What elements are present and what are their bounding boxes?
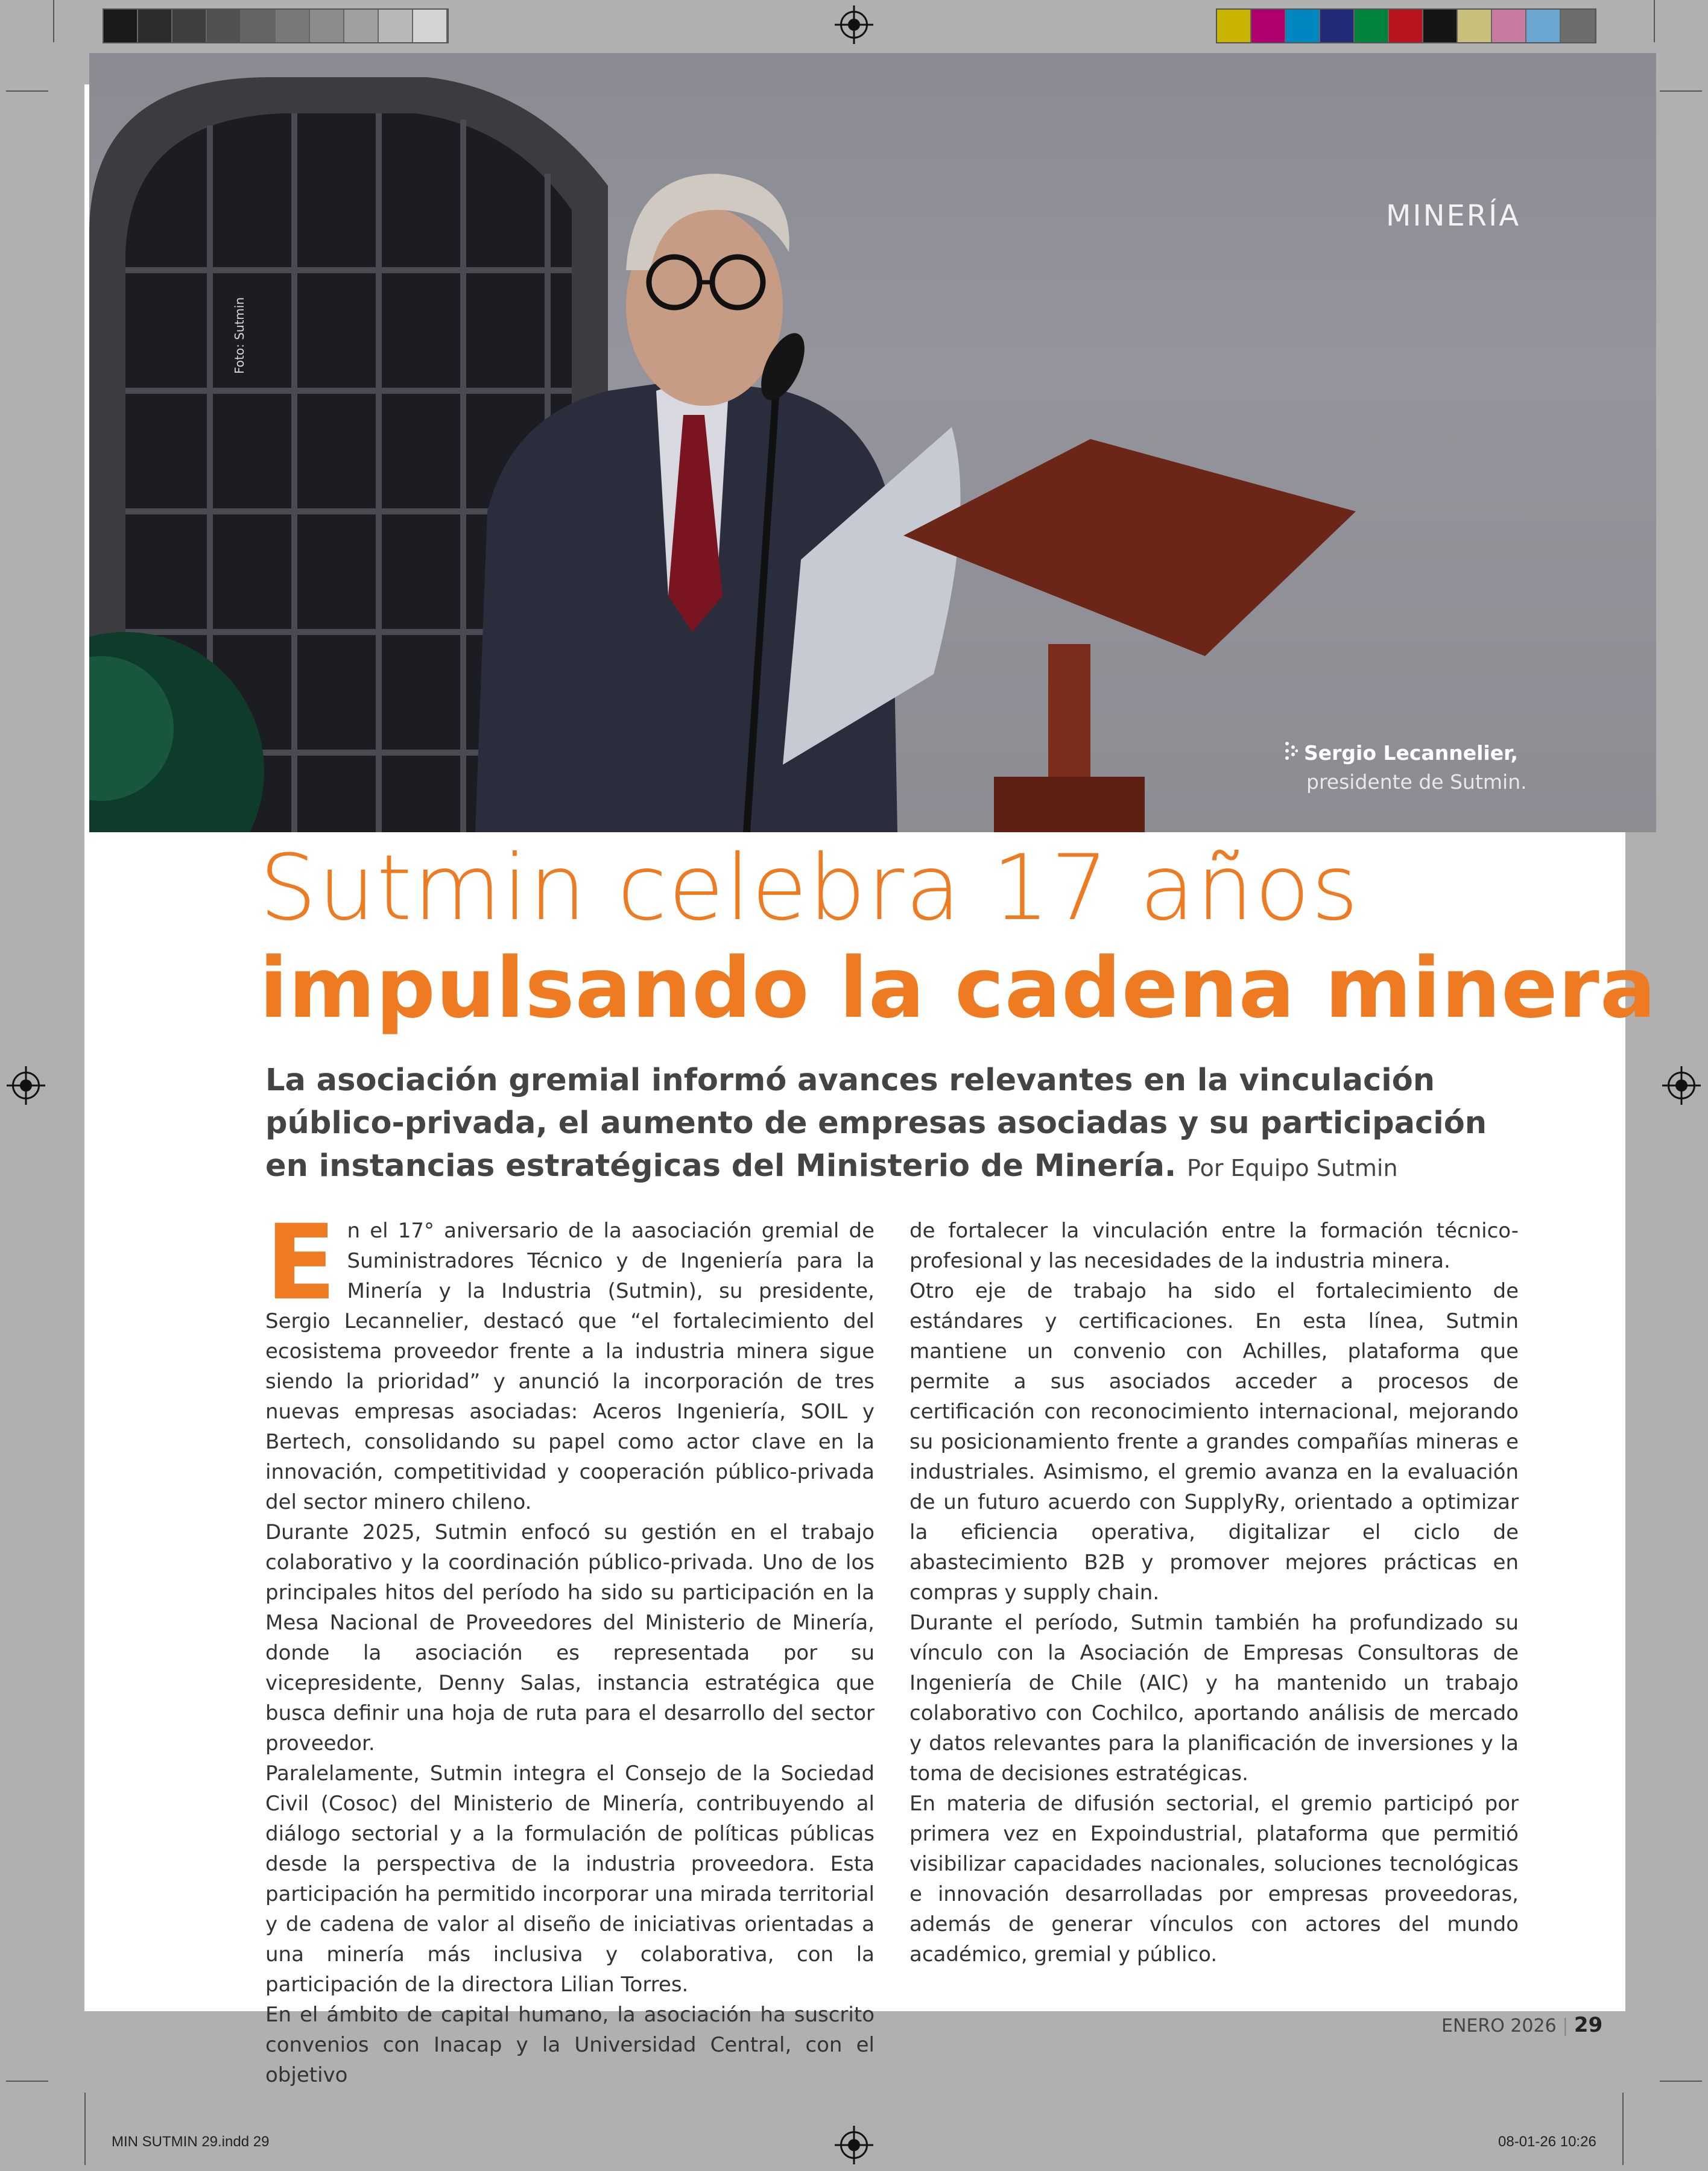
crop-mark [1660, 2081, 1702, 2082]
color-swatch-bar [1216, 8, 1596, 43]
hero-photo [89, 53, 1656, 832]
folio: ENERO 2026 | 29 [1441, 2013, 1603, 2037]
lead-paragraph [265, 1059, 1532, 1190]
gray-swatch [310, 10, 344, 42]
color-swatch [1561, 10, 1595, 42]
gray-swatch [172, 10, 207, 42]
article-paragraph: En materia de difusión sectorial, el gremio participó por primera vez en Expoindustrial, plataforma que permitió visibilizar capacidades nacionales, soluciones tecnológicas e innovación desarrolladas por empresas proveedoras, además de generar vínculos con actores del mundo académico, gremial y público. [909, 1792, 1519, 1967]
article-column-2 [909, 1216, 1519, 1970]
color-swatch [1251, 10, 1286, 42]
article-paragraph: En el ámbito de capital humano, la asociación ha suscrito convenios con Inacap y la Universidad Central, con el objetivo [265, 2003, 875, 2087]
crop-mark [1660, 90, 1702, 92]
gray-swatch [276, 10, 310, 42]
article-paragraph: Otro eje de trabajo ha sido el fortalecimiento de estándares y certificaciones. En esta línea, Sutmin mantiene un convenio con Achilles, plataforma que permite a sus asociados acceder a procesos de certificación con reconocimiento internacional, mejorando su posicionamiento frente a grandes compañías mineras e industriales. Asimismo, el gremio avanza en la evaluación de un futuro acuerdo con SupplyRy, orientado a optimizar la eficiencia operativa, digitalizar el ciclo de abastecimiento B2B y promover mejores prácticas en compras y supply chain. [909, 1279, 1519, 1605]
page-number: 29 [1574, 2013, 1603, 2037]
registration-mark-left-icon [12, 1072, 40, 1099]
registration-mark-right-icon [1668, 1072, 1695, 1099]
slug-timestamp: 08-01-26 10:26 [1498, 2134, 1596, 2150]
crop-mark [1622, 2093, 1624, 2165]
crop-mark [6, 2081, 48, 2082]
headline-line-1: Sutmin celebra 17 años [259, 836, 1360, 941]
color-swatch [1389, 10, 1423, 42]
byline: Por Equipo Sutmin [1187, 1155, 1398, 1181]
caption-name: Sergio Lecannelier, [1304, 741, 1519, 765]
registration-mark-top-icon [840, 11, 868, 39]
color-swatch [1458, 10, 1492, 42]
gray-swatch [207, 10, 241, 42]
article-paragraph: En el 17° aniversario de la aasociación gremial de Suministradores Técnico y de Ingeniería para la Minería y la Industria (Sutmin), su presidente, Sergio Lecannelier, destacó que “el fortalecimiento del ecosistema proveedor frente a la industria minera sigue siendo la prioridad” y anunció la incorporación de tres nuevas empresas asociadas: Aceros Ingeniería, SOIL y Bertech, consolidando su papel como actor clave en la innovación, competitividad y cooperación público-privada del sector minero chileno. [265, 1202, 875, 1514]
color-swatch [1320, 10, 1355, 42]
caption-dots-icon [1285, 741, 1298, 768]
color-swatch [1492, 10, 1526, 42]
color-swatch [1217, 10, 1251, 42]
gray-swatch [379, 10, 413, 42]
crop-mark [1654, 0, 1655, 42]
photo-credit: Foto: Sutmin [232, 297, 247, 374]
article-paragraph: de fortalecer la vinculación entre la formación técnico-profesional y las necesidades de la industria minera. [909, 1219, 1519, 1273]
caption-role: presidente de Sutmin. [1306, 769, 1527, 794]
article-paragraph: Durante 2025, Sutmin enfocó su gestión en el trabajo colaborativo y la coordinación público-privada. Uno de los principales hitos del período ha sido su participación en la Mesa Nacional de Proveedores del Ministerio de Minería, donde la asociación es representada por su vicepresidente, Denny Salas, instancia estratégica que busca definir una hoja de ruta para el desarrollo del sector proveedor. [265, 1520, 875, 1755]
article-paragraph: Paralelamente, Sutmin integra el Consejo de la Sociedad Civil (Cosoc) del Ministerio de Minería, contribuyendo al diálogo sectorial y a la formulación de políticas públicas desde la perspectiva de la industria proveedora. Esta participación ha permitido incorporar una mirada territorial y de cadena de valor al diseño de iniciativas orientadas a una minería más inclusiva y colaborativa, con la participación de la directora Lilian Torres. [265, 1762, 875, 1997]
crop-mark [6, 90, 48, 92]
gray-swatch [344, 10, 379, 42]
gray-swatch [413, 10, 448, 42]
speaker-illustration [89, 53, 1656, 832]
gray-swatch-bar [103, 8, 449, 43]
photo-caption [1285, 739, 1527, 796]
color-swatch [1355, 10, 1389, 42]
article-paragraph: Durante el período, Sutmin también ha profundizado su vínculo con la Asociación de Empresas Consultoras de Ingeniería de Chile (AIC) y ha mantenido un trabajo colaborativo con Cochilco, aportando análisis de mercado y datos relevantes para la planificación de inversiones y la toma de decisiones estratégicas. [909, 1611, 1519, 1786]
issue-date: ENERO 2026 [1441, 2015, 1557, 2037]
gray-swatch [138, 10, 172, 42]
color-swatch [1423, 10, 1458, 42]
lead-text: La asociación gremial informó avances relevantes en la vinculación público-privada, el aumento de empresas asociadas y su participación en instancias estratégicas del Ministerio de Minería. [265, 1063, 1487, 1184]
drop-cap: E [265, 1202, 337, 1323]
registration-mark-bottom-icon [840, 2131, 868, 2159]
article-column-1 [265, 1202, 875, 2090]
crop-mark [53, 0, 54, 42]
crop-mark [84, 2093, 86, 2165]
gray-swatch [241, 10, 276, 42]
slug-filename: MIN SUTMIN 29.indd 29 [112, 2134, 270, 2150]
color-swatch [1526, 10, 1561, 42]
headline-line-2: impulsando la cadena minera [259, 940, 1657, 1037]
color-swatch [1286, 10, 1320, 42]
section-label: MINERÍA [1386, 199, 1521, 233]
gray-swatch [104, 10, 138, 42]
